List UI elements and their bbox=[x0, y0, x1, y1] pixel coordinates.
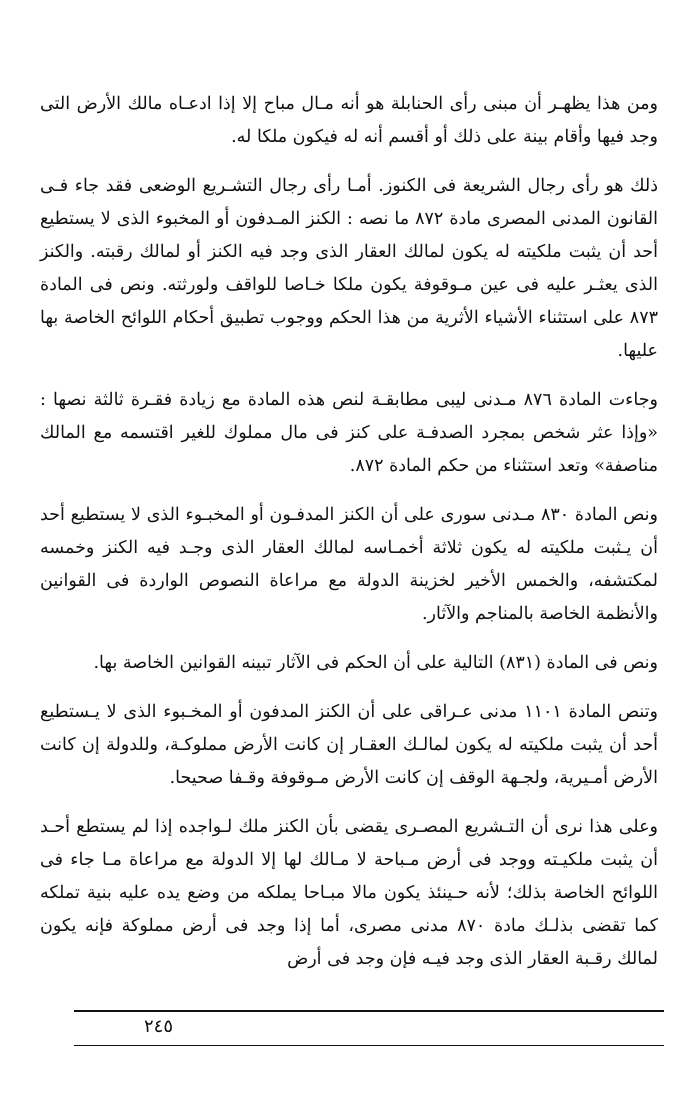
paragraph-6: وتنص المادة ١١٠١ مدنى عـراقى على أن الكنز المدفون أو المخـبوء الذى لا يـستطيع أحد أن يثبت ملكيته له يكون لمالـك العقـار إن كانت الأرض مملوكـة، وللدولة إن كانت الأرض أمـيرية، ولجـهة الوقف إن كانت الأرض مـوقوفة وقـفا صحيحا. bbox=[40, 702, 658, 788]
footer-rule-bottom bbox=[74, 1045, 664, 1046]
paragraph-7: وعلى هذا نرى أن التـشريع المصـرى يقضى بأن الكنز ملك لـواجده إذا لم يستطع أحـد أن يثبت ملكيـته ووجد فى أرض مـباحة لا مـالك لها إلا الدولة مع مراعاة مـا جاء فى اللوائح الخاصة بذلك؛ لأنه حـينئذ يكون مالا مبـاحا يملكه من وضع يده عليه بنية تملكه كما تقضى بذلـك مادة ٨٧٠ مدنى مصرى، أما إذا وجد فى أرض مملوكة فإنه يكون لمالك رقـبة العقار الذى وجد فيـه فإن وجد فى أرض bbox=[40, 817, 658, 969]
paragraph-1: ومن هذا يظهـر أن مبنى رأى الحنابلة هو أنه مـال مباح إلا إذا ادعـاه مالك الأرض التى وجد فيها وأقام بينة على ذلك أو أقسم أنه له فيكون ملكا له. bbox=[40, 94, 658, 147]
page-number: ٢٤٥ bbox=[144, 1016, 174, 1037]
paragraph-3: وجاءت المادة ٨٧٦ مـدنى ليبى مطابقـة لنص هذه المادة مع زيادة فقـرة ثالثة نصها : «وإذا عثر شخص بمجرد الصدفـة على كنز فى مال مملوك للغير اقتسمه مع المالك مناصفة» وتعد استثناء من حكم المادة ٨٧٢. bbox=[40, 390, 658, 476]
paragraph-4: ونص المادة ٨٣٠ مـدنى سورى على أن الكنز المدفـون أو المخبـوء الذى لا يستطيع أحد أن يـثبت ملكيته له يكون ثلاثة أخمـاسه لمالك العقار الذى وجـد فيه الكنز وخمسه لمكتشفه، والخمس الأخير لخزينة الدولة مع مراعاة النصوص الواردة فى القوانين والأنظمة الخاصة بالمناجم والآثار. bbox=[40, 505, 658, 624]
page-body bbox=[40, 88, 658, 992]
footer-rule-top bbox=[74, 1010, 664, 1012]
paragraph-5: ونص فى المادة (٨٣١) التالية على أن الحكم فى الآثار تبينه القوانين الخاصة بها. bbox=[93, 653, 658, 673]
paragraph-2: ذلك هو رأى رجال الشريعة فى الكنوز. أمـا رأى رجال التشـريع الوضعى فقد جاء فـى القانون المدنى المصرى مادة ٨٧٢ ما نصه : الكنز المـدفون أو المخبوء الذى لا يستطيع أحد أن يثبت ملكيته له يكون لمالك العقار الذى وجد فيه الكنز أو لمالك رقبته. والكنز الذى يعثـر عليه فى عين مـوقوفة يكون ملكا خـاصا للواقف ولورثته. ونص فى المادة ٨٧٣ على استثناء الأشياء الأثرية من هذا الحكم ووجوب تطبيق أحكام اللوائح الخاصة بها عليها. bbox=[40, 176, 658, 361]
